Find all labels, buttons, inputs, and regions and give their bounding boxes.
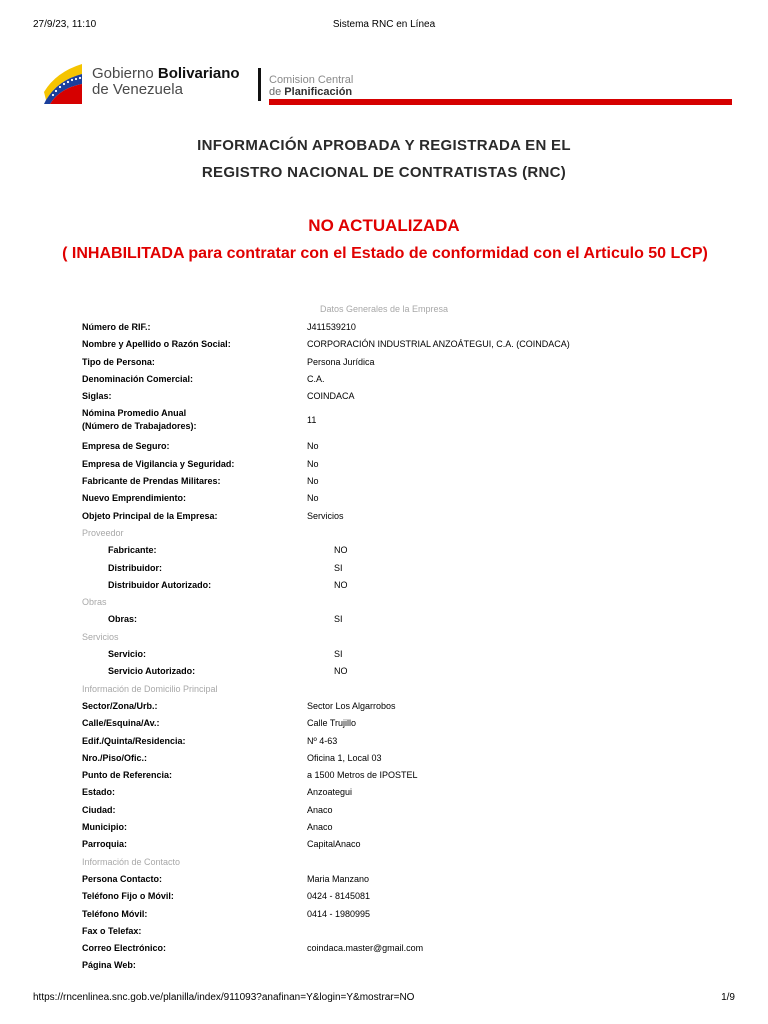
data-row <box>82 662 702 679</box>
field-value: Sector Los Algarrobos <box>307 700 396 711</box>
field-value: Calle Trujillo <box>307 718 357 729</box>
data-row <box>82 370 702 387</box>
data-row <box>82 472 702 489</box>
data-row <box>82 455 702 472</box>
group-header <box>82 853 702 870</box>
page-title-line2: REGISTRO NACIONAL DE CONTRATISTAS (RNC) <box>201 164 567 181</box>
field-value: NO <box>334 666 348 677</box>
data-row <box>82 818 702 835</box>
gov-name-line2: de Venezuela <box>92 81 183 98</box>
banner-divider <box>258 68 261 101</box>
gov-name-line1: Gobierno Bolivariano <box>92 65 240 82</box>
field-value: NO <box>334 579 348 590</box>
print-date: 27/9/23, 11:10 <box>33 19 97 30</box>
field-label: Denominación Comercial: <box>82 373 194 384</box>
field-value: No <box>307 441 319 452</box>
field-label: Número de RIF.: <box>82 322 151 332</box>
field-label: Fax o Telefax: <box>82 925 142 936</box>
group-label: Obras <box>82 597 107 608</box>
field-value: No <box>307 458 319 469</box>
field-value: a 1500 Metros de IPOSTEL <box>307 770 418 781</box>
data-row <box>82 353 702 370</box>
company-data-table <box>82 318 702 974</box>
print-header <box>0 19 768 33</box>
field-value: Anaco <box>307 822 333 833</box>
warning-message: ( INHABILITADA para contratar con el Estado de conformidad con el Articulo 50 LCP) <box>62 245 708 262</box>
data-row <box>82 541 702 558</box>
ccp-name-line2: de Planificación <box>269 86 353 98</box>
field-value: SI <box>334 614 343 625</box>
field-label: Ciudad: <box>82 804 116 815</box>
print-title: Sistema RNC en Línea <box>332 19 436 30</box>
field-value: CORPORACIÓN INDUSTRIAL ANZOÁTEGUI, C.A. (COINDACA) <box>307 339 570 350</box>
data-row <box>82 387 702 404</box>
field-label: Servicio: <box>108 649 147 660</box>
field-label: Nombre y Apellido o Razón Social: <box>82 339 231 350</box>
field-value: coindaca.master@gmail.com <box>307 943 424 954</box>
field-label: Teléfono Fijo o Móvil: <box>82 891 174 902</box>
field-label: Objeto Principal de la Empresa: <box>82 510 218 521</box>
group-label: Proveedor <box>82 527 124 538</box>
field-value: 0414 - 1980995 <box>307 908 371 919</box>
data-row <box>82 559 702 576</box>
data-row <box>82 783 702 800</box>
field-value: No <box>307 493 319 504</box>
page-title-line1: INFORMACIÓN APROBADA Y REGISTRADA EN EL <box>197 137 571 154</box>
field-label: Servicio Autorizado: <box>108 666 196 677</box>
group-header <box>82 628 702 645</box>
field-value: Anaco <box>307 804 333 815</box>
data-row <box>82 437 702 454</box>
field-label: Nro./Piso/Ofic.: <box>82 752 148 763</box>
data-row <box>82 697 702 714</box>
field-value: CapitalAnaco <box>307 839 361 850</box>
field-value: NO <box>334 545 348 556</box>
data-row <box>82 870 702 887</box>
field-value: SI <box>334 649 343 660</box>
field-value: Nº 4-63 <box>307 735 338 746</box>
field-label: Fabricante de Prendas Militares: <box>82 476 221 487</box>
field-value: Persona Jurídica <box>307 356 375 367</box>
field-label: Edif./Quinta/Residencia: <box>82 735 186 746</box>
data-row <box>82 645 702 662</box>
data-row <box>82 922 702 939</box>
group-header <box>82 524 702 541</box>
field-label: Parroquia: <box>82 839 128 850</box>
field-label: Punto de Referencia: <box>82 770 173 781</box>
data-row <box>82 714 702 731</box>
field-label: Obras: <box>108 614 138 625</box>
data-row <box>82 835 702 852</box>
data-row <box>82 335 702 352</box>
field-value: Oficina 1, Local 03 <box>307 752 382 763</box>
field-label: Empresa de Seguro: <box>82 441 170 452</box>
field-label: Nómina Promedio Anual (Número de Trabajadores): <box>82 408 197 432</box>
field-value: Servicios <box>307 510 344 521</box>
field-label: Correo Electrónico: <box>82 943 167 954</box>
data-row <box>82 732 702 749</box>
status-label: NO ACTUALIZADA <box>308 216 460 235</box>
field-value: Anzoategui <box>307 787 353 798</box>
field-value: SI <box>334 562 343 573</box>
banner-red-bar <box>269 99 732 105</box>
data-row <box>82 404 702 437</box>
field-label: Distribuidor: <box>108 562 162 573</box>
group-header <box>82 593 702 610</box>
field-label: Tipo de Persona: <box>82 356 155 367</box>
field-label: Siglas: <box>82 391 112 402</box>
print-footer <box>0 992 768 1006</box>
data-row <box>82 749 702 766</box>
data-row <box>82 318 702 335</box>
group-label: Información de Domicilio Principal <box>82 683 218 694</box>
section-title: Datos Generales de la Empresa <box>319 304 449 314</box>
government-banner <box>42 58 732 106</box>
data-row <box>82 576 702 593</box>
data-row <box>82 766 702 783</box>
data-row <box>82 801 702 818</box>
field-value: C.A. <box>307 373 325 384</box>
field-value: Maria Manzano <box>307 873 370 884</box>
group-header <box>82 680 702 697</box>
field-label: Calle/Esquina/Av.: <box>82 718 160 729</box>
field-value: J411539210 <box>307 322 356 332</box>
field-value: 11 <box>307 415 317 426</box>
group-label: Servicios <box>82 631 119 642</box>
data-row <box>82 610 702 627</box>
print-url: https://rncenlinea.snc.gob.ve/planilla/index/911093?anafinan=Y&login=Y&mostrar=NO <box>33 992 415 1003</box>
field-label: Nuevo Emprendimiento: <box>82 493 187 504</box>
data-row <box>82 956 702 973</box>
data-row <box>82 939 702 956</box>
field-label: Municipio: <box>82 822 127 833</box>
field-label: Sector/Zona/Urb.: <box>82 700 158 711</box>
venezuela-flag-logo <box>42 58 84 104</box>
field-label: Fabricante: <box>108 545 157 556</box>
field-label: Persona Contacto: <box>82 873 163 884</box>
field-value: COINDACA <box>307 391 355 402</box>
print-page-number: 1/9 <box>721 992 735 1003</box>
ccp-name-line1: Comision Central <box>269 74 354 86</box>
data-row <box>82 489 702 506</box>
data-row <box>82 507 702 524</box>
field-label: Distribuidor Autorizado: <box>108 579 212 590</box>
field-label: Página Web: <box>82 960 136 971</box>
field-label: Empresa de Vigilancia y Seguridad: <box>82 458 235 469</box>
field-value: No <box>307 476 319 487</box>
data-row <box>82 905 702 922</box>
group-label: Información de Contacto <box>82 856 181 867</box>
field-value: 0424 - 8145081 <box>307 891 371 902</box>
field-label: Estado: <box>82 787 116 798</box>
data-row <box>82 887 702 904</box>
field-label: Teléfono Móvil: <box>82 908 148 919</box>
